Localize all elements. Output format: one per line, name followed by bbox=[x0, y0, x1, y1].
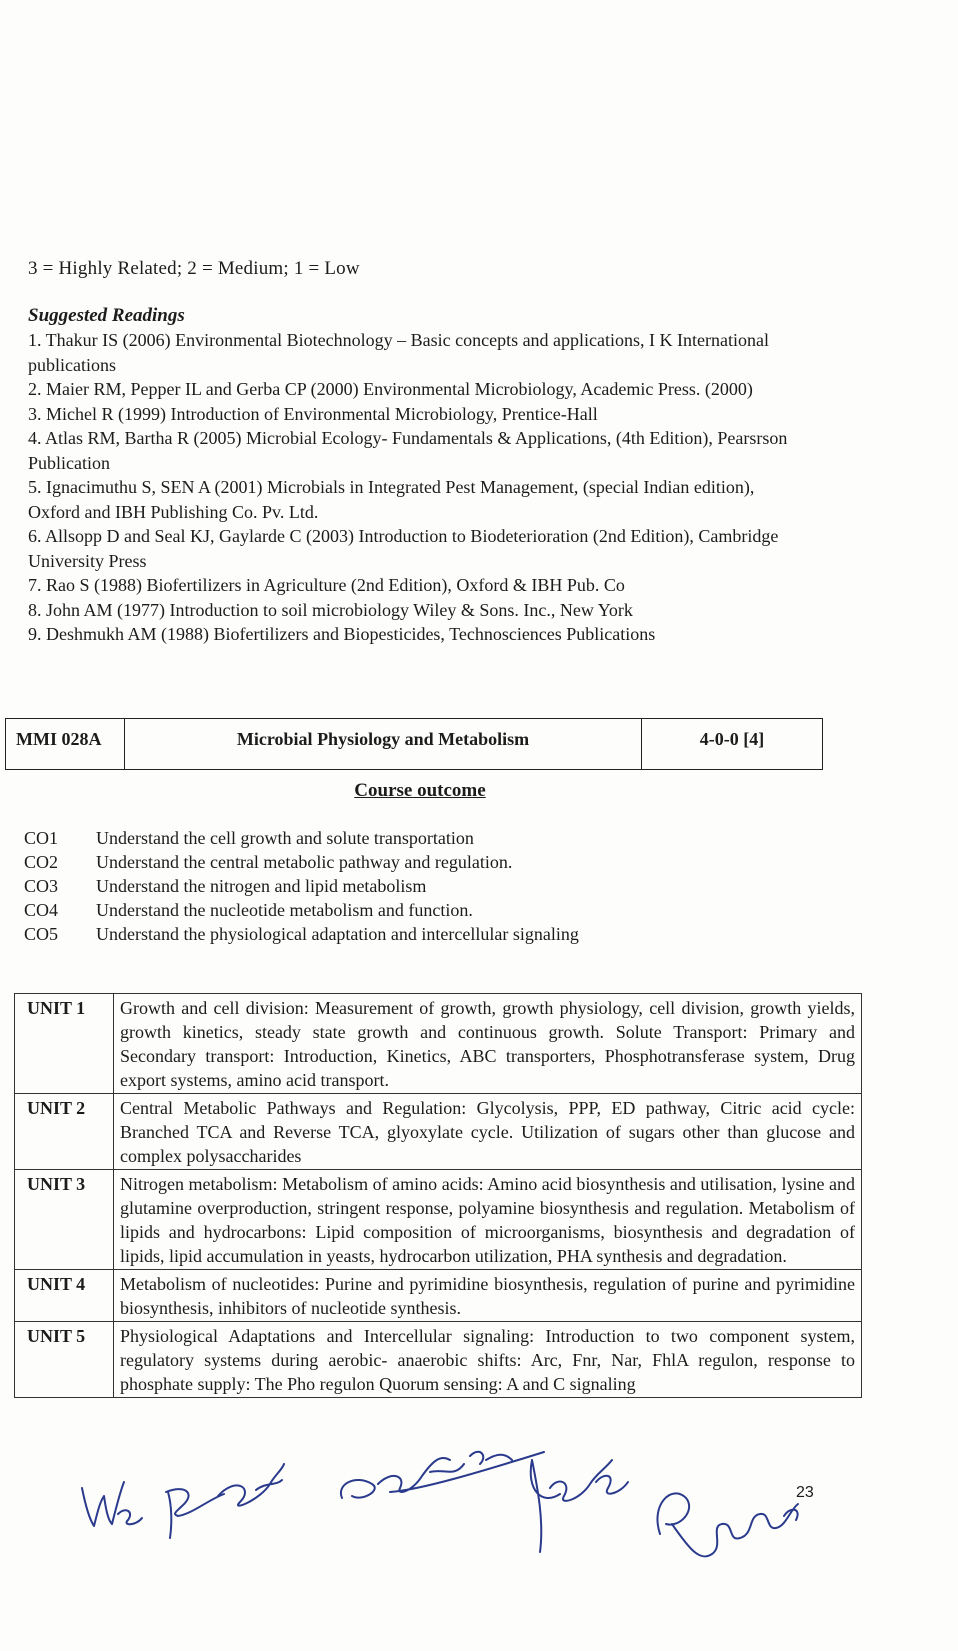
outcome-text: Understand the nitrogen and lipid metabolism bbox=[96, 876, 427, 896]
reading-item: 6. Allsopp D and Seal KJ, Gaylarde C (2003) Introduction to Biodeterioration (2nd Edition), Cambridge University Press bbox=[28, 526, 779, 571]
outcome-text: Understand the nucleotide metabolism and function. bbox=[96, 900, 473, 920]
reading-item: 8. John AM (1977) Introduction to soil microbiology Wiley & Sons. Inc., New York bbox=[28, 599, 633, 620]
course-outcome-list bbox=[24, 826, 579, 946]
handwritten-signatures bbox=[60, 1430, 860, 1620]
unit-row bbox=[15, 1170, 862, 1270]
outcome-code: CO4 bbox=[24, 900, 59, 920]
unit-row bbox=[15, 1094, 862, 1170]
unit-content: Nitrogen metabolism: Metabolism of amino acids: Amino acid biosynthesis and utilisation, lysine and glutamine overproduction, stringent response, polyamine biosynthesis and regulation. Metabolism of lipids and hydrocarbons: Lipid composition of microorganisms, biosynthesis and degradation of lipids, lipid accumulation in yeasts, hydrocarbon utilization, PHA synthesis and degradation. bbox=[114, 1170, 862, 1270]
outcome-text: Understand the cell growth and solute transportation bbox=[96, 828, 474, 848]
outcome-row bbox=[24, 850, 579, 874]
signature-4 bbox=[531, 1460, 628, 1552]
reading-item: 1. Thakur IS (2006) Environmental Biotechnology – Basic concepts and applications, I K International publications bbox=[28, 330, 769, 375]
course-code: MMI 028A bbox=[6, 719, 125, 770]
course-credits: 4-0-0 [4] bbox=[642, 719, 823, 770]
unit-content: Physiological Adaptations and Intercellular signaling: Introduction to two component system, regulatory systems during aerobic- anaerobic shifts: Arc, Fnr, Nar, FhlA regulon, response to phosphate supply: The Pho regulon Quorum sensing: A and C signaling bbox=[114, 1322, 862, 1398]
unit-content: Metabolism of nucleotides: Purine and pyrimidine biosynthesis, regulation of purine and pyrimidine biosynthesis, inhibitors of nucleotide synthesis. bbox=[114, 1270, 862, 1322]
reading-item: 3. Michel R (1999) Introduction of Environmental Microbiology, Prentice-Hall bbox=[28, 403, 598, 424]
signature-2 bbox=[166, 1464, 284, 1538]
signature-1 bbox=[82, 1482, 142, 1526]
outcome-row bbox=[24, 826, 579, 850]
course-title: Microbial Physiology and Metabolism bbox=[125, 719, 642, 770]
suggested-readings-heading: Suggested Readings bbox=[28, 305, 185, 326]
page-number: 23 bbox=[796, 1484, 814, 1501]
syllabus-units-table bbox=[14, 993, 862, 1398]
course-header-table bbox=[5, 718, 823, 770]
outcome-row bbox=[24, 874, 579, 898]
unit-name: UNIT 4 bbox=[15, 1270, 114, 1322]
unit-content: Central Metabolic Pathways and Regulation: Glycolysis, PPP, ED pathway, Citric acid cycle: Branched TCA and Reverse TCA, glyoxylate cycle. Utilization of sugars other than glucose and complex polysaccharides bbox=[114, 1094, 862, 1170]
course-header-row bbox=[6, 719, 823, 770]
outcome-text: Understand the central metabolic pathway and regulation. bbox=[96, 852, 513, 872]
outcome-row bbox=[24, 898, 579, 922]
signature-5 bbox=[657, 1493, 798, 1556]
outcome-code: CO5 bbox=[24, 924, 59, 944]
outcome-row bbox=[24, 922, 579, 946]
unit-content: Growth and cell division: Measurement of growth, growth physiology, cell division, growth yields, growth kinetics, steady state growth and continuous growth. Solute Transport: Primary and Secondary transport: Introduction, Kinetics, ABC transporters, Phosphotransferase system, Drug export systems, amino acid transport. bbox=[114, 994, 862, 1094]
unit-row bbox=[15, 994, 862, 1094]
reading-item: 4. Atlas RM, Bartha R (2005) Microbial Ecology- Fundamentals & Applications, (4th Edition), Pearsrson Publication bbox=[28, 428, 788, 473]
reading-item: 5. Ignacimuthu S, SEN A (2001) Microbials in Integrated Pest Management, (special Indian edition), Oxford and IBH Publishing Co. Pv. Ltd. bbox=[28, 477, 755, 522]
suggested-readings-list bbox=[28, 328, 808, 647]
reading-item: 7. Rao S (1988) Biofertilizers in Agriculture (2nd Edition), Oxford & IBH Pub. Co bbox=[28, 575, 625, 595]
unit-name: UNIT 3 bbox=[15, 1170, 114, 1270]
outcome-code: CO3 bbox=[24, 876, 59, 896]
unit-row bbox=[15, 1270, 862, 1322]
relation-legend: 3 = Highly Related; 2 = Medium; 1 = Low bbox=[28, 258, 360, 279]
unit-name: UNIT 1 bbox=[15, 994, 114, 1094]
course-outcome-heading: Course outcome bbox=[354, 780, 486, 801]
unit-name: UNIT 2 bbox=[15, 1094, 114, 1170]
outcome-code: CO1 bbox=[24, 828, 59, 848]
unit-row bbox=[15, 1322, 862, 1398]
reading-item: 9. Deshmukh AM (1988) Biofertilizers and Biopesticides, Technosciences Publications bbox=[28, 624, 656, 644]
outcome-text: Understand the physiological adaptation and intercellular signaling bbox=[96, 924, 579, 944]
signature-3 bbox=[341, 1452, 544, 1498]
reading-item: 2. Maier RM, Pepper IL and Gerba CP (2000) Environmental Microbiology, Academic Press. (2000) bbox=[28, 379, 753, 399]
outcome-code: CO2 bbox=[24, 852, 59, 872]
unit-name: UNIT 5 bbox=[15, 1322, 114, 1398]
